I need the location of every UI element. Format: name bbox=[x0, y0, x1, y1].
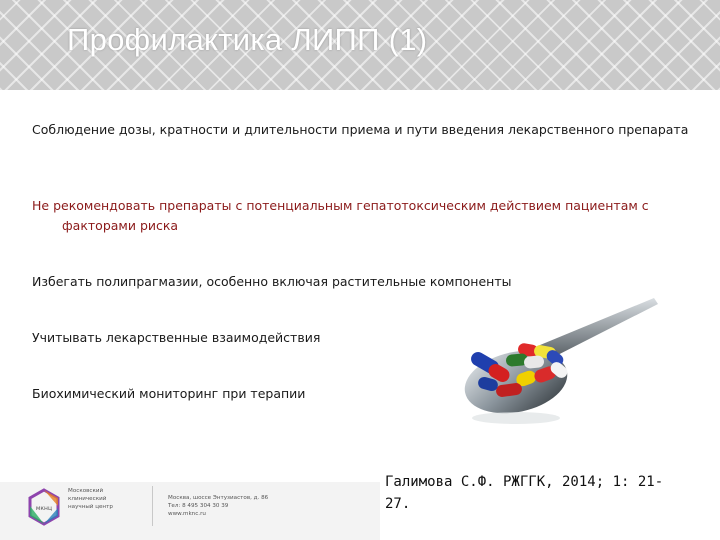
bullet-item: Избегать полипрагмазии, особенно включая растительные компоненты bbox=[32, 274, 512, 289]
bullet-item: Учитывать лекарственные взаимодействия bbox=[32, 330, 321, 345]
footer-divider bbox=[152, 486, 153, 526]
bullet-item-warning: Не рекомендовать препараты с потенциальным гепатотоксическим действием пациентам с факторами риска bbox=[32, 198, 649, 233]
org-line: клинический bbox=[68, 496, 107, 502]
page-title: Профилактика ЛИПП (1) bbox=[67, 22, 428, 57]
header-banner bbox=[0, 0, 720, 90]
bullet-item: Соблюдение дозы, кратности и длительности приема и пути введения лекарственного препарата bbox=[32, 122, 689, 137]
bullet-item: Биохимический мониторинг при терапии bbox=[32, 386, 306, 401]
citation: Галимова С.Ф. РЖГГК, 2014; 1: 21-27. bbox=[385, 474, 664, 512]
contact-address: Москва, шоссе Энтузиастов, д. 86 bbox=[168, 495, 269, 501]
contact-website: www.mknc.ru bbox=[168, 511, 206, 517]
hexagon-logo-icon bbox=[26, 488, 62, 526]
contact-info bbox=[168, 494, 328, 518]
org-line: Московский bbox=[68, 488, 104, 494]
logo-text: мкнц bbox=[35, 505, 53, 512]
footer-bar bbox=[0, 482, 380, 540]
pills-spoon-image bbox=[458, 292, 664, 444]
org-name bbox=[68, 487, 138, 511]
contact-phone: Тел: 8 495 304 30 39 bbox=[168, 503, 229, 509]
org-line: научный центр bbox=[68, 504, 113, 510]
